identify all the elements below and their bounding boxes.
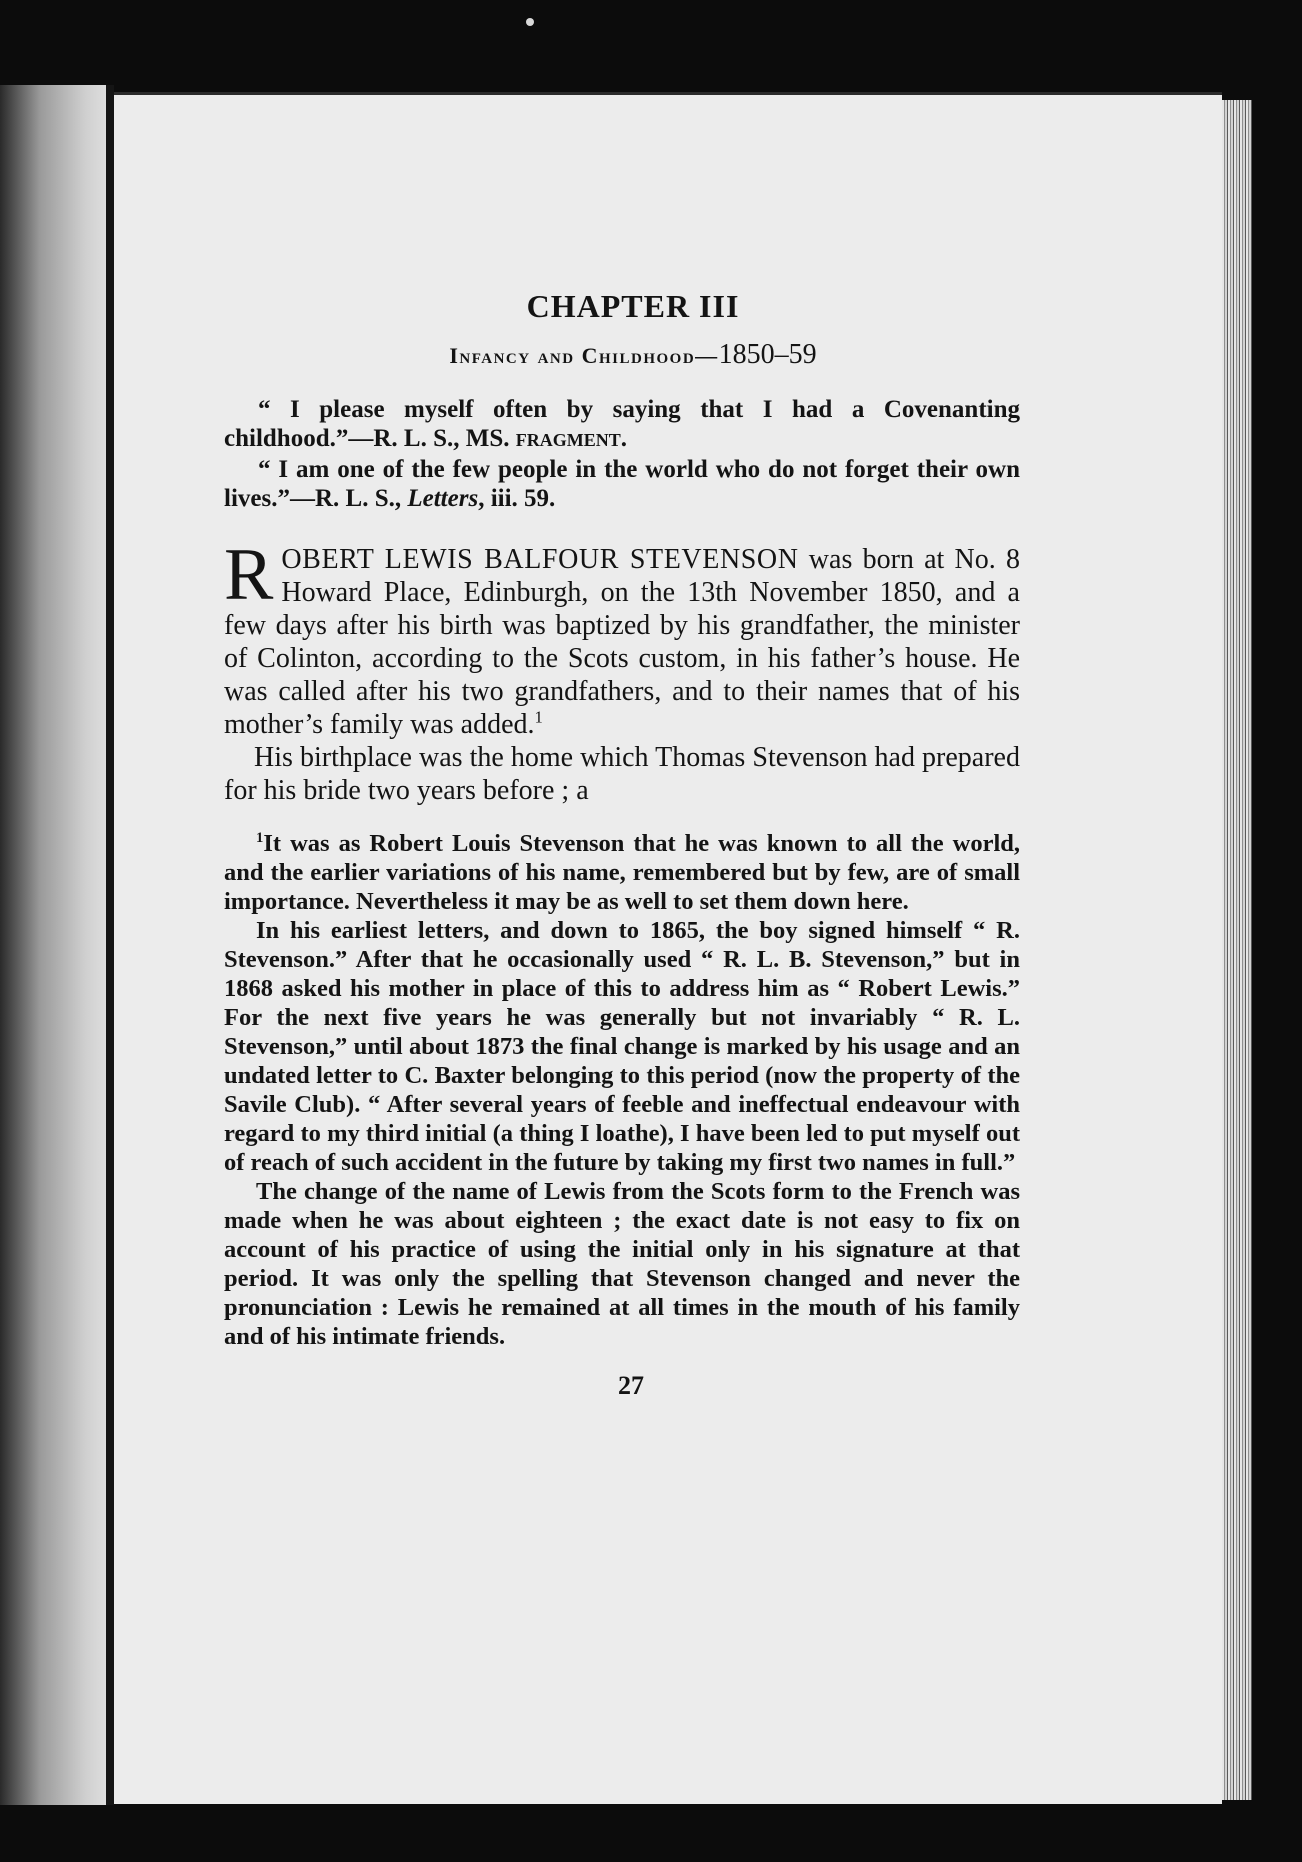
epigraph-2-text: “ I am one of the few people in the world who do not forget their own lives.”—R. L. S.,: [224, 456, 1020, 512]
body-paragraph-2: His birthplace was the home which Thomas Stevenson had prepared for his bride two years before ; a: [224, 742, 1020, 806]
epigraph-1: [224, 395, 1020, 453]
footnote-paragraph-2: In his earliest letters, and down to 1865, the boy signed himself “ R. Stevenson.” After that he occasionally used “ R. L. B. Stevenson,” but in 1868 asked his mother in place of this to address him as “ Robert Lewis.” For the next five years he was generally but not invariably “ R. L. Stevenson,” until about 1873 the final change is marked by his usage and an undated letter to C. Baxter belonging to this period (now the property of the Savile Club). “ After several years of feeble and ineffectual endeavour with regard to my third initial (a thing I loathe), I have been led to put myself out of reach of such accident in the future by taking my first two names in full.”: [224, 917, 1020, 1176]
paragraph-1-text: was born at No. 8 Howard Place, Edinburgh, on the 13th November 1850, and a few days after his birth was baptized by his grandfather, the minister of Colinton, according to the Scots custom, in his father’s house. He was called after his two grandfathers, and to their names that of his mother’s family was added.: [224, 544, 1020, 740]
left-page-edge: [0, 85, 112, 1805]
book-gutter: [106, 85, 114, 1805]
chapter-title: CHAPTER III: [526, 288, 740, 324]
footnote: [224, 829, 1020, 1351]
paragraph-lead: OBERT LEWIS BALFOUR STEVENSON: [281, 544, 799, 575]
footnote-marker: 1: [256, 829, 264, 846]
page-number: 27: [618, 1371, 644, 1400]
chapter-subtitle-text: Infancy and Childhood—: [449, 343, 719, 368]
epigraph-2-source-ref: , iii. 59.: [478, 485, 556, 512]
epigraph-1-text: “ I please myself often by saying that I had a Covenanting childhood.”—R. L. S.,: [224, 396, 1020, 452]
body-paragraph-1: [224, 534, 1020, 741]
footnote-paragraph-1: [224, 829, 1020, 916]
scan-artifact-dot: [526, 18, 534, 26]
footnote-paragraph-3: The change of the name of Lewis from the Scots form to the French was made when he was about eighteen ; the exact date is not easy to fix on account of his practice of using the initial only in his signature at that period. It was only the spelling that Stevenson changed and never the pronunciation : Lewis he remained at all times in the mouth of his family and of his intimate friends.: [224, 1178, 1020, 1350]
right-page-edges: [1222, 100, 1252, 1800]
epigraph-2: [224, 455, 1020, 513]
epigraph-1-source: MS. fragment.: [465, 425, 627, 452]
chapter-subtitle-years: 1850–59: [718, 339, 817, 370]
drop-cap: R: [224, 534, 274, 616]
page-content: [224, 288, 1020, 1401]
epigraph-2-source-title: Letters: [407, 485, 479, 512]
footnote-paragraph-1-text: It was as Robert Louis Stevenson that he was known to all the world, and the earlier variations of his name, remembered but by few, are of small importance. Nevertheless it may be as well to set them down here.: [224, 830, 1020, 915]
chapter-subtitle: [224, 339, 1020, 371]
footnote-reference: 1: [534, 707, 543, 727]
